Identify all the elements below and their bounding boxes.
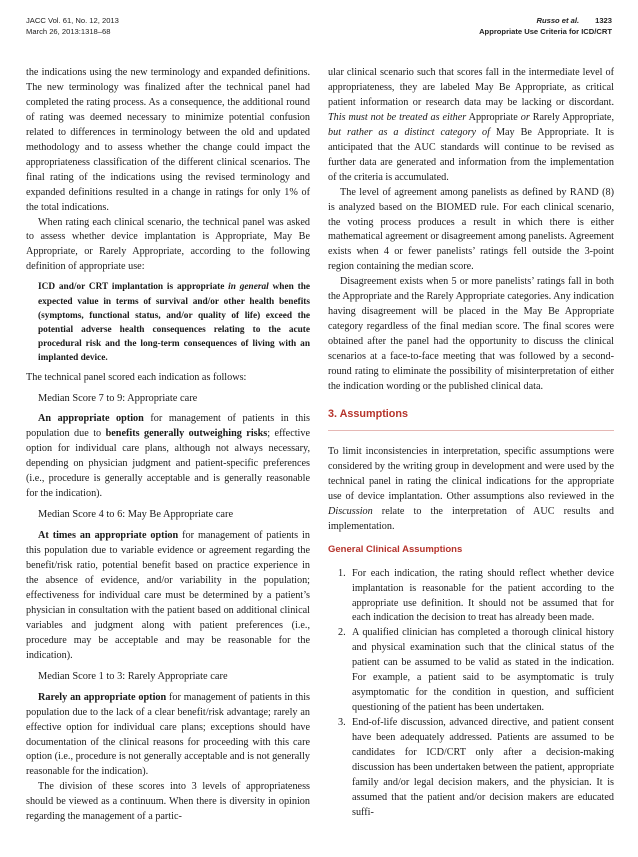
paragraph: Rarely an appropriate option for management of patients in this population due to the lack of a clear benefit/risk advantage; rarely an effective option for individual care plans; exceptions should have documentation of the clinical reasons for proceeding with this care option (i.e., procedure is not generally acceptable and is not generally reasonable for the indication). bbox=[26, 691, 310, 778]
assumptions-list bbox=[328, 567, 614, 821]
list-item: 3. End-of-life discussion, advanced directive, and patient consent have been adequately addressed. Patients are assumed to be candidates for ICD/CRT only after a decision-making discussion has been undertaken between the patient, appropriate family and/or legal decision makers, and the physician. It is assumed that the patient and/or decision makers are educated suffi- bbox=[338, 717, 614, 818]
left-column bbox=[26, 66, 310, 825]
paragraph: The level of agreement among panelists as defined by RAND (8) is analyzed based on the BIOMED rule. For each clinical scenario, the voting process produces a result in which there is either mathematical agreement or disagreement among panelists. Agreement exists when 4 or fewer panelists’ ratings fell outside the 3-point region containing the median score. bbox=[328, 186, 614, 273]
paragraph: The technical panel scored each indication as follows: bbox=[26, 371, 247, 383]
score-heading-rarely-appropriate: Median Score 1 to 3: Rarely Appropriate care bbox=[38, 670, 228, 682]
paragraph: At times an appropriate option for management of patients in this population due to variable evidence or agreement regarding the benefit/risk ratio, potential benefit based on practice experience in the absence of evidence, and/or variability in the population; effectiveness for individual care must be determined by a patient’s physician in consultation with the patient based on additional clinical variables and judgment along with patient preferences (i.e., procedure may be acceptable and may be reasonable for the indication). bbox=[26, 530, 310, 661]
score-heading-may-be-appropriate: Median Score 4 to 6: May Be Appropriate care bbox=[38, 509, 234, 521]
score-heading-appropriate: Median Score 7 to 9: Appropriate care bbox=[38, 392, 198, 404]
right-column bbox=[328, 66, 614, 821]
section-title: 3. Assumptions bbox=[328, 407, 408, 420]
paragraph: Disagreement exists when 5 or more panelists’ ratings fall in both the Appropriate and the Rarely Appropriate categories. Any indication having disagreement will be placed in the May Be Appropriate category regardless of the final median score. The final scores were obtained after the panel had the opportunity to discuss the clinical scenarios at a face-to-face meeting that was followed by a second-round rating to eliminate the possibility of misinterpretation of either the indication wording or the published clinical data. bbox=[328, 276, 615, 393]
page-number: 1323 bbox=[595, 16, 612, 25]
issue-date-pages: March 26, 2013:1318–68 bbox=[26, 27, 111, 36]
paragraph: ular clinical scenario such that scores fall in the intermediate level of appropriateness, they are labeled May Be Appropriate, as critical patient information or research data may be lacking or discordant. This must not be treated as either Appropriate or Rarely Appropriate, but rather as a distinct category of May Be Appropriate. It is anticipated that the AUC standards will continue to be revised as further data are generated and information from the implementation of the criteria is accumulated. bbox=[328, 67, 615, 183]
list-item: 2. A qualified clinician has completed a thorough clinical history and physical examination such that the clinical status of the patient can be assumed to be valid as stated in the indication. For example, a patient said to be asymptomatic is truly asymptomatic for the condition in question, and sufficient questioning of the patient has been undertaken. bbox=[338, 627, 614, 714]
journal-citation: JACC Vol. 61, No. 12, 2013 bbox=[26, 16, 119, 25]
running-authors: Russo et al. bbox=[536, 16, 580, 25]
paragraph: The division of these scores into 3 levels of appropriateness should be viewed as a continuum. When there is diversity in opinion regarding the management of a partic- bbox=[26, 781, 310, 823]
paragraph: When rating each clinical scenario, the technical panel was asked to assess whether device implantation is Appropriate, May Be Appropriate, or Rarely Appropriate, according to the following definition of appropriate use: bbox=[26, 216, 310, 273]
paragraph: the indications using the new terminology and expanded definitions. The new terminology was finalized after the technical panel had completed the rating process. As a consequence, the additional round of rating was deemed necessary to minimize potential confusion related to differences in terminology between the old and updated methodology and to assess whether the change could impact the appropriateness classification of the different clinical scenarios. The final rating of the indications using the revised terminology and expanded definitions resulted in a change in ratings for only 1% of the total indications. bbox=[26, 67, 310, 213]
paragraph: An appropriate option for management of patients in this population due to benefits generally outweighing risks; effective option for individual care plans, although not always necessary, depending on physician judgment and patient-specific preferences (i.e., procedure is generally acceptable and is generally reasonable for the indication). bbox=[26, 413, 310, 500]
running-title: Appropriate Use Criteria for ICD/CRT bbox=[479, 27, 612, 36]
section-divider bbox=[328, 430, 614, 431]
paragraph: To limit inconsistencies in interpretation, specific assumptions were considered by the writing group in development and were used by the technical panel in rating the clinical indications for the appropriate use of device implantation. Other assumptions also reviewed in the Discussion relate to the interpretation of AUC results and implementation. bbox=[328, 445, 614, 532]
running-header-right bbox=[479, 15, 612, 37]
running-header-left bbox=[26, 15, 119, 37]
subsection-title: General Clinical Assumptions bbox=[328, 543, 463, 555]
list-item: 1. For each indication, the rating should reflect whether device implantation is reasonable for the patient according to the appropriate use definition. It should not be assumed that for each indication the decision to treat has already been made. bbox=[338, 567, 614, 624]
appropriate-use-definition: ICD and/or CRT implantation is appropriate in general when the expected value in terms of survival and/or other health benefits (symptoms, functional status, and/or quality of life) exceed the potential adverse health consequences relating to the acute procedural risk and the long-term consequences of living with an implanted device. bbox=[38, 282, 310, 364]
